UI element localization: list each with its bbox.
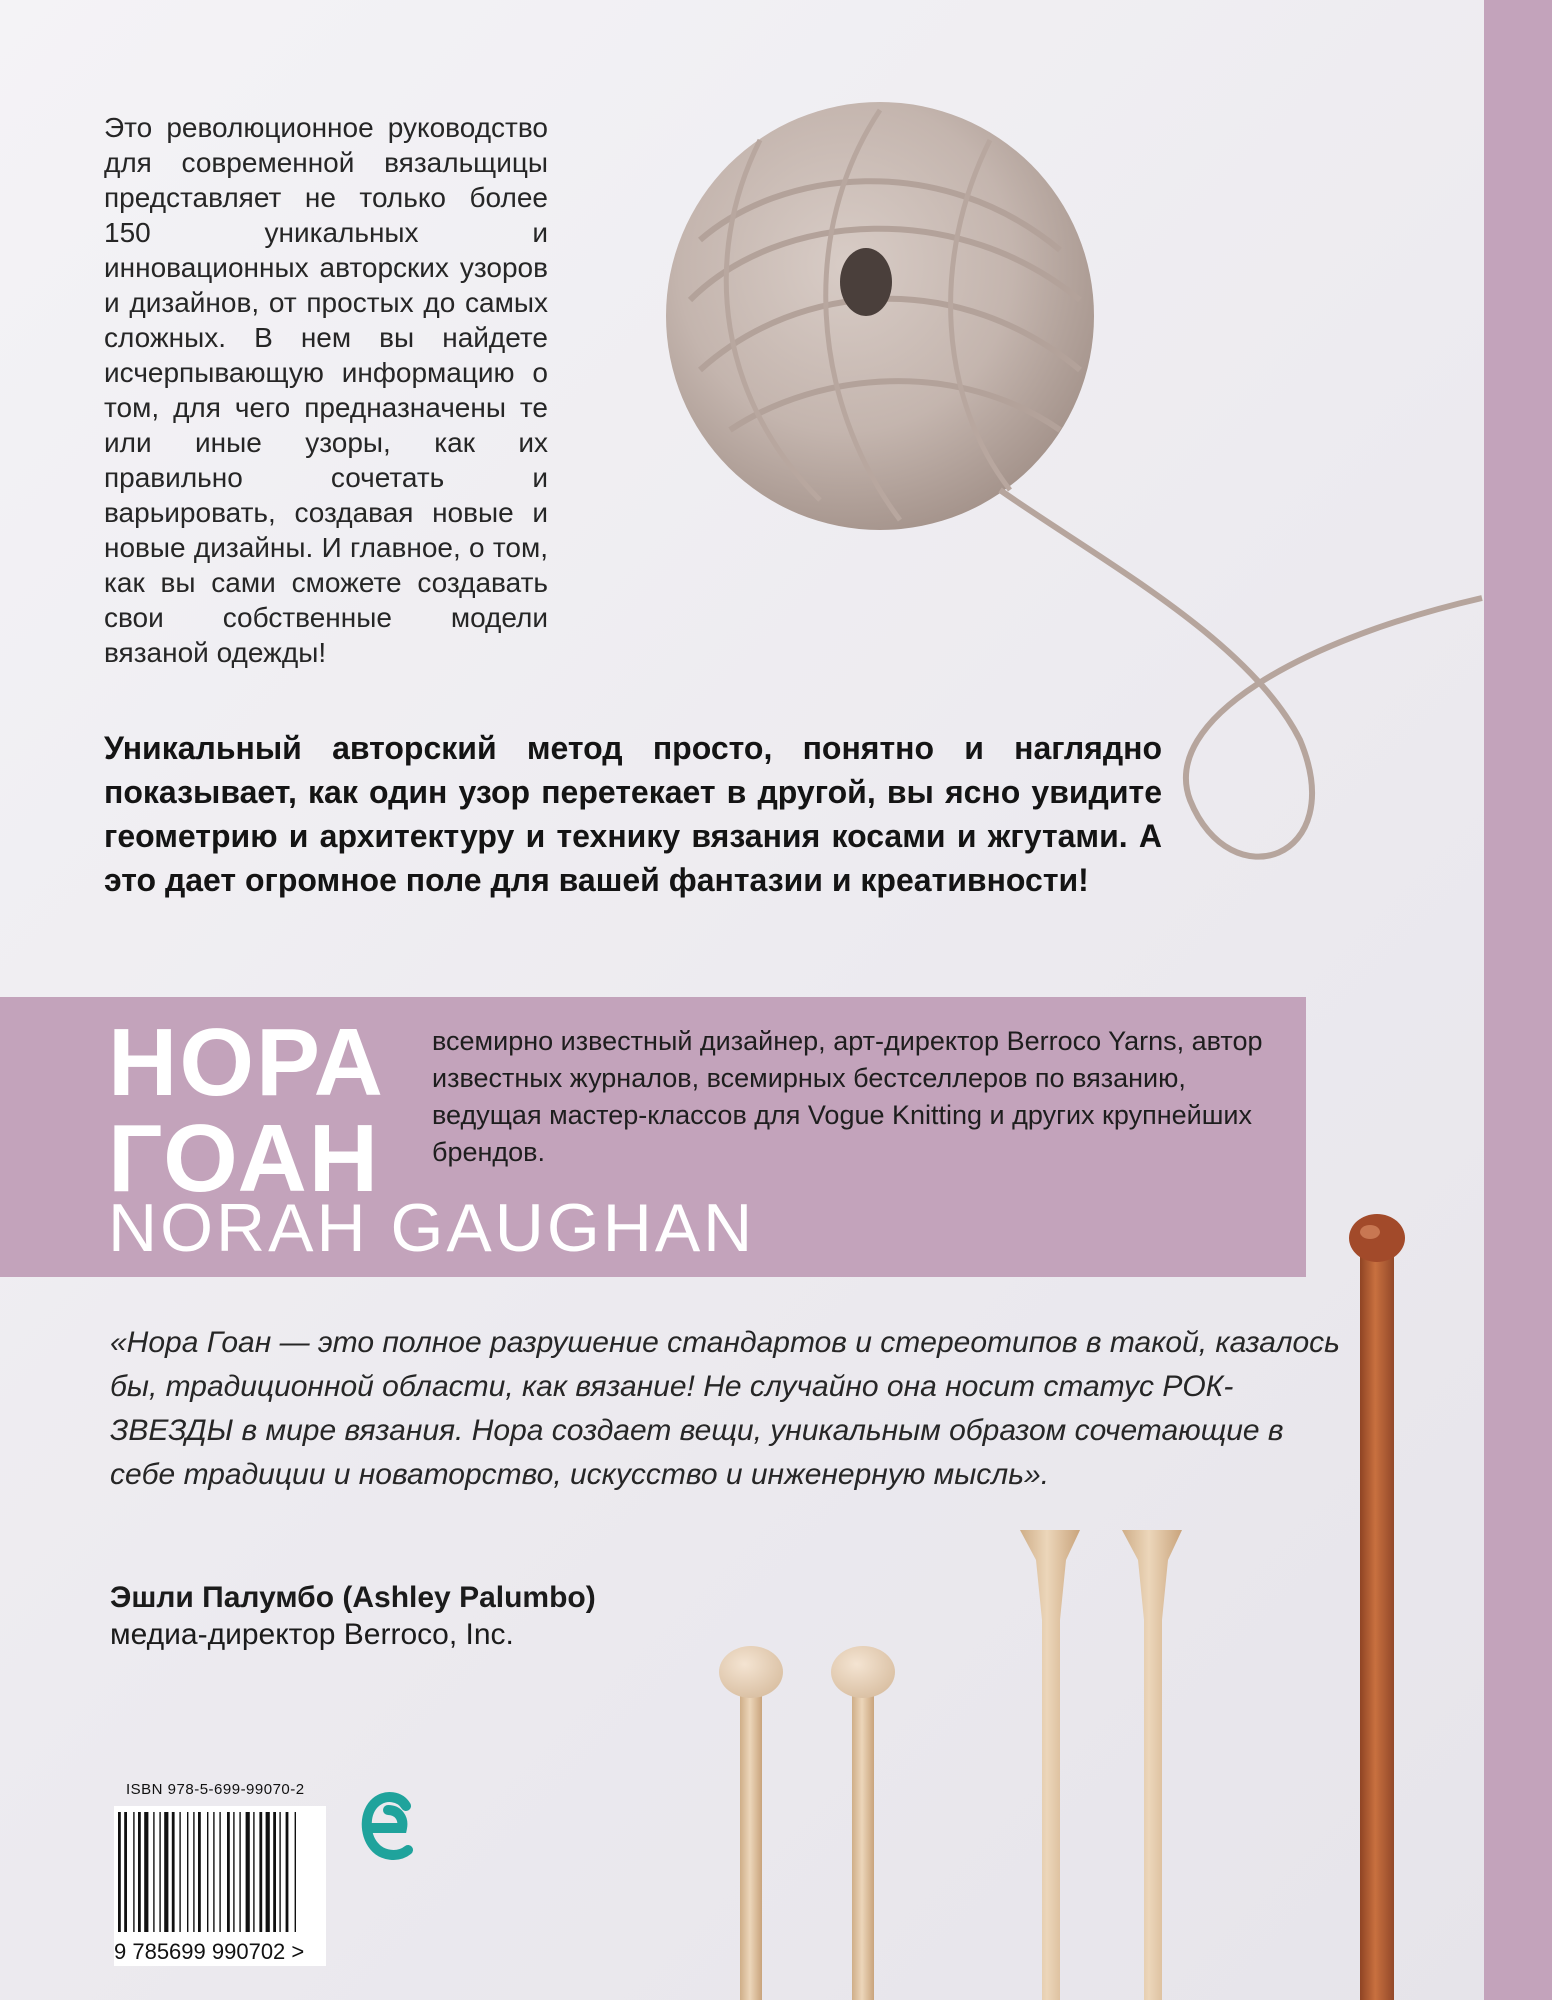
barcode-bar bbox=[172, 1812, 175, 1932]
barcode-bar bbox=[266, 1812, 270, 1932]
barcode-bar bbox=[207, 1812, 208, 1932]
barcode-bar bbox=[253, 1812, 254, 1932]
barcode-bar bbox=[198, 1812, 201, 1932]
barcode-bar bbox=[133, 1812, 134, 1932]
barcode-bar bbox=[193, 1812, 194, 1932]
barcode-bar bbox=[138, 1812, 141, 1932]
barcode-bar bbox=[124, 1812, 127, 1932]
barcode-bar bbox=[286, 1812, 289, 1932]
barcode-bar bbox=[164, 1812, 168, 1932]
barcode-bar bbox=[153, 1812, 154, 1932]
eksmo-logo-icon bbox=[356, 1782, 420, 1878]
barcode-bar bbox=[213, 1812, 214, 1932]
barcode-bar bbox=[187, 1812, 188, 1932]
barcode bbox=[114, 1806, 326, 1966]
barcode-bar bbox=[159, 1812, 160, 1932]
method-highlight: Уникальный авторский метод просто, понятно и наглядно показывает, как один узор перетекает в другой, вы ясно увидите геометрию и архитектуру и технику вязания косами и жгутами. А это дает огромное поле для вашей фантазии и креативности! bbox=[104, 730, 1162, 898]
barcode-bar bbox=[118, 1812, 121, 1932]
author-bio: всемирно известный дизайнер, арт-директор Berroco Yarns, автор известных журналов, всемирных бестселлеров по вязанию, ведущая мастер-классов для Vogue Knitting и других крупнейших брендов. bbox=[432, 1026, 1263, 1167]
barcode-digits: 9 785699 990702 > bbox=[114, 1939, 305, 1964]
author-name-ru-first: НОРА bbox=[108, 1009, 385, 1116]
review-quote: «Нора Гоан — это полное разрушение стандартов и стереотипов в такой, казалось бы, традиционной области, как вязание! Не случайно она носит статус РОК-ЗВЕЗДЫ в мире вязания. Нора создает вещи, уникальным образом сочетающие в себе традиции и новаторство, искусство и инженерную мысль». bbox=[110, 1326, 1340, 1491]
book-description: Это революционное руководство для современной вязальщицы представляет не только более 150 уникальных и инновационных авторских узоров и дизайнов, от простых до самых сложных. В нем вы найдете исчерпывающую информацию о том, для чего предназначены те или иные узоры, как их правильно сочетать и варьировать, создавая новые и новые дизайны. И главное, о том, как вы сами сможете создавать свои собственные модели вязаной одежды! bbox=[104, 112, 548, 668]
barcode-bar bbox=[295, 1812, 296, 1932]
author-name-ru bbox=[108, 1009, 385, 1212]
quote-author-name: Эшли Палумбо (Ashley Palumbo) bbox=[110, 1581, 596, 1614]
barcode-bar bbox=[279, 1812, 280, 1932]
barcode-bar bbox=[233, 1812, 234, 1932]
barcode-bar bbox=[179, 1812, 180, 1932]
isbn-label: ISBN 978-5-699-99070-2 bbox=[126, 1781, 305, 1798]
barcode-bar bbox=[227, 1812, 230, 1932]
author-name-en: NORAH GAUGHAN bbox=[108, 1190, 756, 1266]
author-name-ru-last: ГОАН bbox=[108, 1105, 381, 1212]
barcode-bar bbox=[239, 1812, 240, 1932]
barcode-bar bbox=[273, 1812, 276, 1932]
barcode-bar bbox=[259, 1812, 262, 1932]
barcode-bar bbox=[219, 1812, 220, 1932]
quote-author-role: медиа-директор Berroco, Inc. bbox=[110, 1618, 514, 1651]
barcode-bar bbox=[144, 1812, 148, 1932]
barcode-bar bbox=[246, 1812, 250, 1932]
